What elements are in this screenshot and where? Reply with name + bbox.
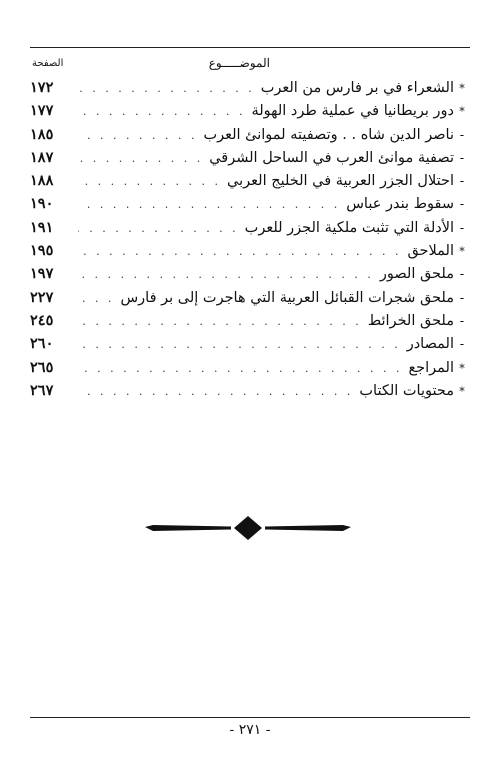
asterisk-bullet-icon: * — [459, 384, 465, 398]
entry-page-number: ١٩٧ — [30, 265, 54, 283]
asterisk-bullet-icon: * — [459, 361, 465, 375]
toc-entry — [30, 356, 470, 379]
dash-bullet-icon: - — [459, 290, 465, 306]
toc-header — [30, 52, 470, 74]
dash-bullet-icon: - — [459, 174, 465, 190]
entry-title: سقوط بندر عباس — [346, 196, 454, 213]
dot-leader — [78, 217, 239, 240]
toc-entry — [30, 309, 470, 332]
entry-title: تصفية موانئ العرب في الساحل الشرقي — [209, 149, 454, 166]
entry-title: المراجع — [408, 359, 454, 376]
entry-title: محتويات الكتاب — [359, 382, 454, 399]
entry-title: الشعراء في بر فارس من العرب — [260, 80, 454, 96]
entry-page-number: ٢٢٧ — [30, 288, 54, 306]
entry-title: احتلال الجزر العربية في الخليج العربي — [227, 173, 454, 190]
table-of-contents — [30, 76, 470, 402]
toc-entry — [30, 169, 470, 192]
toc-entry — [30, 379, 470, 402]
dash-bullet-icon: - — [459, 150, 465, 166]
dash-bullet-icon: - — [459, 220, 465, 236]
dash-bullet-icon: - — [459, 267, 465, 283]
toc-entry — [30, 262, 470, 285]
entry-title: ملحق الصور — [379, 266, 454, 283]
dot-leader — [78, 77, 255, 100]
entry-page-number: ٢٦٥ — [30, 358, 54, 376]
toc-entry — [30, 192, 470, 215]
page-column-label: الصفحة — [32, 58, 64, 69]
entry-page-number: ١٩٠ — [30, 195, 54, 213]
dash-bullet-icon: - — [459, 127, 465, 143]
dot-leader — [78, 333, 401, 356]
toc-entry — [30, 239, 470, 262]
dot-leader — [78, 240, 401, 263]
dot-leader — [78, 310, 362, 333]
dot-leader — [78, 263, 374, 286]
asterisk-bullet-icon: * — [459, 105, 465, 119]
entry-page-number: ٢٦٧ — [30, 381, 54, 399]
page-number-footer: - ٢٧١ - — [229, 722, 271, 738]
dash-bullet-icon: - — [459, 313, 465, 329]
entry-title: ملحق الخرائط — [367, 312, 454, 329]
entry-page-number: ١٩٥ — [30, 242, 54, 260]
top-rule — [30, 47, 470, 48]
dash-bullet-icon: - — [459, 337, 465, 353]
entry-title: المصادر — [406, 336, 454, 353]
toc-entry — [30, 146, 470, 169]
entry-page-number: ٢٦٠ — [30, 335, 54, 353]
entry-title: ناصر الدين شاه . . وتصفيته لموانئ العرب — [203, 126, 454, 143]
dot-leader — [78, 147, 203, 170]
toc-entry — [30, 99, 470, 122]
asterisk-bullet-icon: * — [459, 245, 465, 259]
bottom-rule — [30, 717, 470, 718]
dot-leader — [78, 287, 114, 310]
toc-entry — [30, 286, 470, 309]
dot-leader — [78, 100, 245, 123]
toc-entry — [30, 332, 470, 355]
entry-page-number: ١٩١ — [30, 218, 54, 236]
dash-bullet-icon: - — [459, 197, 465, 213]
toc-entry — [30, 216, 470, 239]
dot-leader — [78, 193, 340, 216]
dot-leader — [78, 124, 197, 147]
entry-page-number: ١٨٧ — [30, 148, 54, 166]
asterisk-bullet-icon: * — [459, 82, 465, 95]
entry-page-number: ١٨٥ — [30, 125, 54, 143]
toc-entry — [30, 123, 470, 146]
diamond-ornament-icon — [143, 514, 353, 542]
entry-title: دور بريطانيا في عملية طرد الهولة — [251, 103, 454, 120]
entry-title: الأدلة التي تثبت ملكية الجزر للعرب — [244, 219, 454, 236]
dot-leader — [78, 380, 353, 403]
entry-title: ملحق شجرات القبائل العربية التي هاجرت إلى بر فارس — [120, 289, 454, 306]
entry-page-number: ٢٤٥ — [30, 311, 54, 329]
entry-title: الملاحق — [407, 243, 454, 260]
dot-leader — [78, 357, 402, 380]
entry-page-number: ١٧٧ — [30, 102, 54, 120]
toc-entry — [30, 76, 470, 99]
topic-column-label: الموضـــــوع — [208, 56, 270, 70]
entry-page-number: ١٨٨ — [30, 172, 54, 190]
entry-page-number: ١٧٢ — [30, 79, 54, 96]
dot-leader — [78, 170, 221, 193]
